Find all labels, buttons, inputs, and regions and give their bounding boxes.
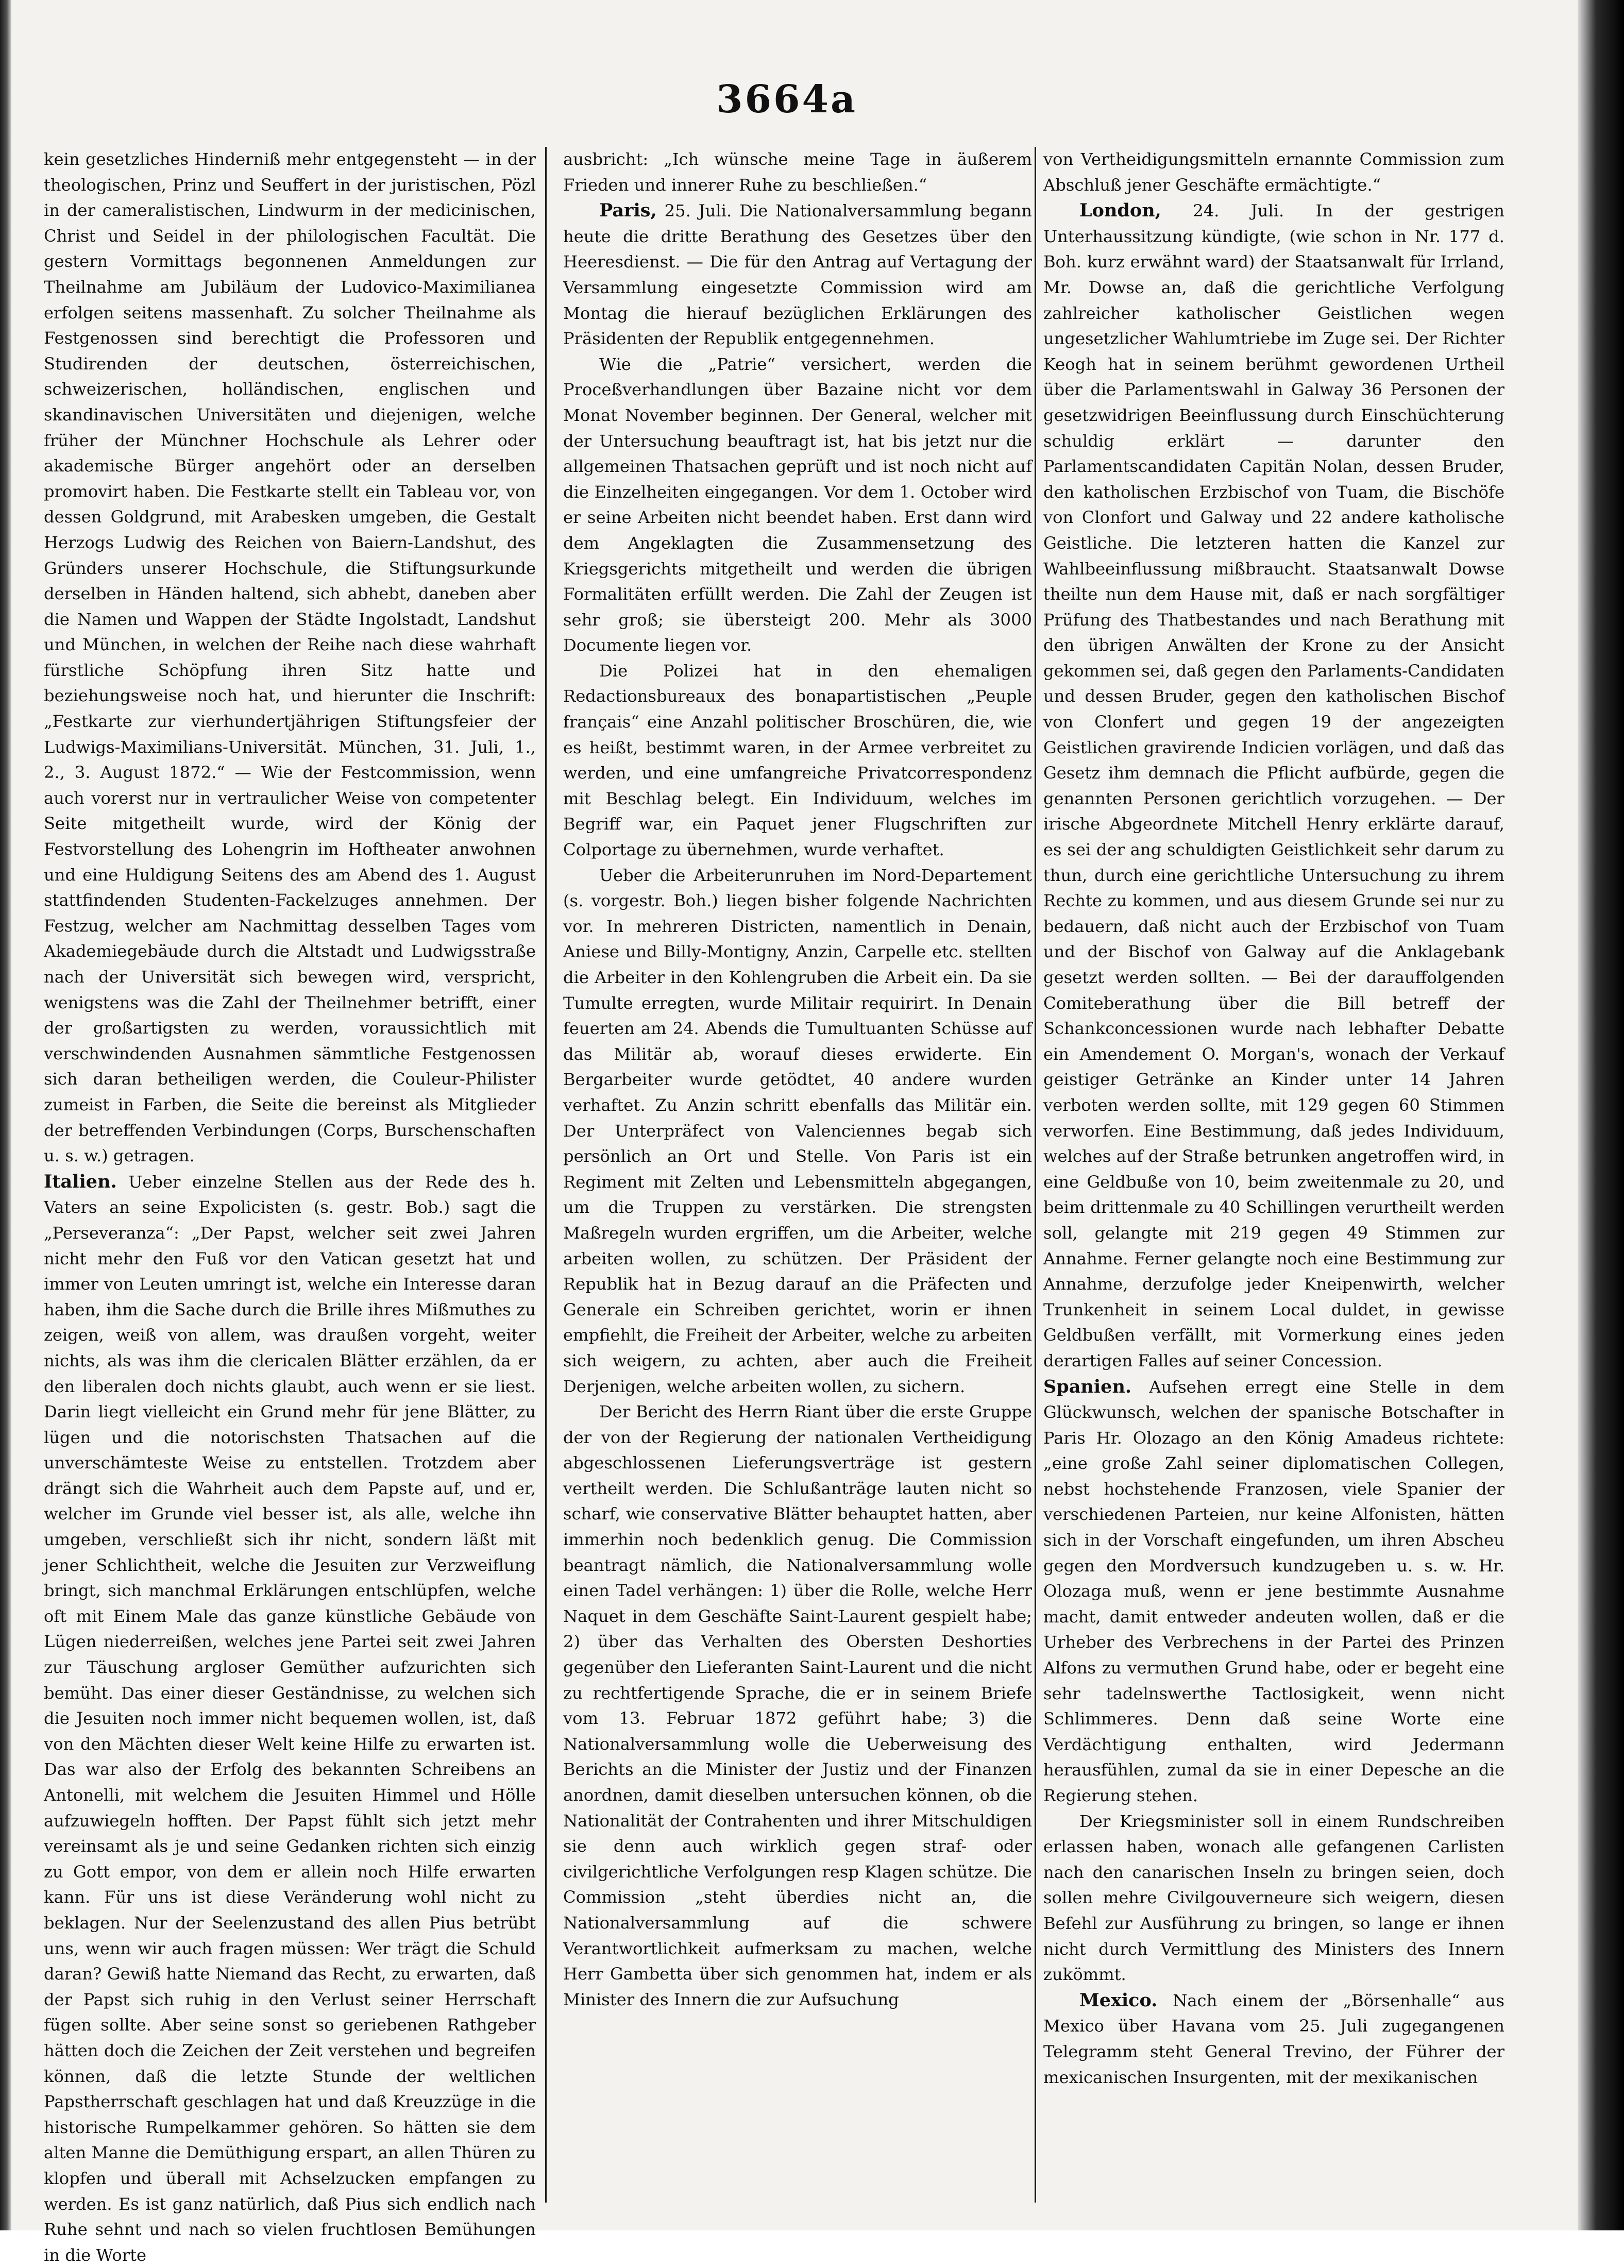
column-3 — [1043, 147, 1504, 2197]
paragraph-text: kein gesetzliches Hinderniß mehr entgegensteht — in der theologischen, Prinz und Seuffert in der juristischen, Pözl in der cameralistischen, Lindwurm in der medicinischen, Christ und Seidel in der philologischen Facultät. Die gestern Vormittags begonnenen Anmeldungen zur Theilnahme am Jubiläum der Ludovico-Maximilianea erfolgen seitens massenhaft. Zu solcher Theilnahme als Festgenossen sind berechtigt die Professoren und Studirenden der deutschen, österreichischen, schweizerischen, holländischen, englischen und skandinavischen Universitäten und diejenigen, welche früher der Münchner Hochschule als Lehrer oder akademische Bürger angehört oder an derselben promovirt haben. Die Festkarte stellt ein Tableau vor, von dessen Goldgrund, mit Arabesken umgeben, die Gestalt Herzogs Ludwig des Reichen von Baiern-Landshut, des Gründers unserer Hochschule, die Stiftungsurkunde derselben in Händen haltend, sich abhebt, daneben aber die Namen und Wappen der Städte Ingolstadt, Landshut und München, in welchen der Reihe nach diese wahrhaft fürstliche Schöpfung ihren Sitz hatte und beziehungsweise noch hat, und hierunter die Inschrift: „Festkarte zur vierhundertjährigen Stiftungsfeier der Ludwigs-Maximilians-Universität. München, 31. Juli, 1., 2., 3. August 1872.“ — Wie der Festcommission, wenn auch vorerst nur in vertraulicher Weise von competenter Seite mitgetheilt wurde, wird der König der Festvorstellung des Lohengrin im Hoftheater anwohnen und eine Huldigung Seitens des am Abend des 1. August stattfindenden Studenten-Fackelzuges annehmen. Der Festzug, welcher am Nachmittag desselben Tages vom Akademiegebäude durch die Altstadt und Ludwigsstraße nach der Universität sich bewegen wird, verspricht, wenigstens was die Zahl der Theilnehmer betrifft, einer der großartigsten zu werden, voraussichtlich mit verschwindenden Ausnahmen sämmtliche Festgenossen sich daran betheiligen werden, die Couleur-Philister zumeist in Farben, die Seite die bereinst als Mitglieder der betreffenden Verbindungen (Corps, Burschenschaften u. s. w.) getragen. — [44, 149, 536, 1166]
dateline: Spanien. — [1043, 1376, 1132, 1397]
paragraph-text: Die Polizei hat in den ehemaligen Redactionsbureaux des bonapartistischen „Peuple français“ eine Anzahl politischer Broschüren, die, wie es heißt, bestimmt waren, in der Armee verbreitet zu werden, und eine umfangreiche Privatcorrespondenz mit Beschlag belegt. Ein Individuum, welches im Begriff war, ein Paquet jener Flugschriften zur Colportage zu übernehmen, wurde verhaftet. — [563, 661, 1032, 860]
article-paragraph — [563, 147, 1032, 198]
article-paragraph — [1043, 1809, 1504, 1988]
paragraph-text: 24. Juli. In der gestrigen Unterhaussitzung kündigte, (wie schon in Nr. 177 d. Boh. kurz erwähnt ward) der Staatsanwalt für Irrland, Mr. Dowse an, daß die gerichtliche Verfolgung zahlreicher katholischer Geistlichen wegen ungesetzlicher Wahlumtriebe im Zuge sei. Der Richter Keogh hat in seinem berühmt gewordenen Urtheil über die Parlamentswahl in Galway 36 Personen der gesetzwidrigen Beeinflussung durch Einschüchterung schuldig erklärt — darunter den Parlamentscandidaten Capitän Nolan, dessen Bruder, den katholischen Erzbischof von Tuam, die Bischöfe von Clonfort und Galway und 22 andere katholische Geistliche. Die letzteren hatten die Kanzel zur Wahlbeeinflussung mißbraucht. Staatsanwalt Dowse theilte nun dem Hause mit, daß er nach sorgfältiger Prüfung des Thatbestandes und nach Berathung mit den übrigen Anwälten der Krone zu der Ansicht gekommen sei, daß gegen den Parlaments-Candidaten und dessen Bruder, gegen den katholischen Bischof von Clonfert und gegen 19 der angezeigten Geistlichen gravirende Indicien vorlägen, und daß das Gesetz ihm demnach die Pflicht aufbürde, gegen die genannten Personen gerichtlich vorzugehen. — Der irische Abgeordnete Mitchell Henry erklärte darauf, es sei der ang schuldigten Geistlichkeit sehr darum zu thun, durch eine gerichtliche Untersuchung zu ihrem Rechte zu kommen, und aus diesem Grunde sei nur zu bedauern, daß nicht auch der Erzbischof von Tuam und der Bischof von Galway auf die Anklagebank gesetzt werden sollten. — Bei der darauffolgenden Comiteberathung über die Bill betreff der Schankconcessionen wurde nach lebhafter Debatte ein Amendement O. Morgan's, wonach der Verkauf geistiger Getränke an Kinder unter 14 Jahren verboten werden sollte, mit 129 gegen 60 Stimmen verworfen. Eine Bestimmung, daß jedes Individuum, welches auf der Straße betrunken angetroffen wird, in eine Geldbuße von 10, beim zweitenmale zu 20, und beim drittenmale zu 40 Schillingen verurtheilt werden soll, gelangte mit 219 gegen 49 Stimmen zur Annahme. Ferner gelangte noch eine Bestimmung zur Annahme, derzufolge jeder Kneipenwirth, welcher Trunkenheit in seinem Local duldet, in gewisse Geldbußen verfällt, mit Vormerkung eines jeden derartigen Falles auf seiner Concession. — [1043, 201, 1504, 1370]
column-2 — [563, 147, 1032, 2197]
article-paragraph — [563, 863, 1032, 1399]
paragraph-text: von Vertheidigungsmitteln ernannte Commission zum Abschluß jener Geschäfte ermächtigte.“ — [1043, 149, 1504, 195]
scan-edge-right — [1578, 0, 1624, 2230]
paragraph-text: Der Kriegsminister soll in einem Rundschreiben erlassen haben, wonach alle gefangenen Carlisten nach den canarischen Inseln zu bringen seien, doch sollen mehre Civilgouverneure sich weigern, diesen Befehl zur Ausführung zu bringen, so lange er ihnen nicht durch Vermittlung des Ministers des Innern zukömmt. — [1043, 1811, 1504, 1985]
paragraph-text: Nach einem der „Börsenhalle“ aus Mexico über Havana vom 25. Juli zugegangenen Telegramm steht General Trevino, der Führer der mexicanischen Insurgenten, mit der mexikanischen — [1043, 1990, 1504, 2087]
paragraph-text: 25. Juli. Die Nationalversammlung begann heute die dritte Berathung des Gesetzes über den Heeresdienst. — Die für den Antrag auf Vertagung der Versammlung eingesetzte Commission wird am Montag die hierauf bezüglichen Erklärungen des Präsidenten der Republik entgegennehmen. — [563, 201, 1032, 349]
column-divider — [545, 147, 547, 2203]
article-paragraph — [563, 198, 1032, 352]
page-number: 3664a — [716, 77, 857, 122]
dateline: Mexico. — [1079, 1989, 1158, 2011]
article-paragraph — [1043, 1374, 1504, 1809]
paragraph-text: Aufsehen erregt eine Stelle in dem Glückwunsch, welchen der spanische Botschafter in Paris Hr. Olozago an den König Amadeus richtete: „eine große Zahl seiner diplomatischen Collegen, nebst hochstehende Franzosen, viele Spanier der verschiedenen Parteien, nur keine Alfonisten, hätten sich in der Vorschaft eingefunden, um ihren Abscheu gegen den Mordversuch kundzugeben u. s. w. Hr. Olozaga muß, wenn er jene bestimmte Ausnahme macht, damit entweder andeuten wollen, daß er die Urheber des Verbrechens in der Partei des Prinzen Alfons zu vermuthen Grund habe, oder er begeht eine sehr tadelnswerthe Tactlosigkeit, wenn nicht Schlimmeres. Denn daß seine Worte eine Verdächtigung enthalten, wird Jedermann herausfühlen, zumal da sie in einer Depesche an die Regierung stehen. — [1043, 1377, 1504, 1805]
paragraph-text: Ueber die Arbeiterunruhen im Nord-Departement (s. vorgestr. Boh.) liegen bisher folgende Nachrichten vor. In mehreren Districten, namentlich in Denain, Aniese und Billy-Montigny, Anzin, Carpelle etc. stellten die Arbeiter in den Kohlengruben die Arbeit ein. Da sie Tumulte erregten, wurde Militair requirirt. In Denain feuerten am 24. Abends die Tumultuanten Schüsse auf das Militär ab, worauf dieses erwiderte. Ein Bergarbeiter wurde getödtet, 40 andere wurden verhaftet. Zu Anzin schritt ebenfalls das Militär ein. Der Unterpräfect von Valenciennes begab sich persönlich an Ort und Stelle. Von Paris ist ein Regiment mit Zelten und Lebensmitteln abgegangen, um die Truppen zu verstärken. Die strengsten Maßregeln wurden ergriffen, um die Arbeiter, welche arbeiten wollen, zu schützen. Der Präsident der Republik hat in Bezug darauf an die Präfecten und Generale ein Schreiben gerichtet, worin er ihnen empfiehlt, die Freiheit der Arbeiter, welche zu arbeiten sich weigern, zu achten, aber auch die Freiheit Derjenigen, welche arbeiten wollen, zu sichern. — [563, 865, 1032, 1396]
article-paragraph — [44, 1169, 536, 2268]
dateline: Italien. — [44, 1171, 117, 1192]
article-paragraph — [563, 352, 1032, 658]
article-paragraph — [1043, 1988, 1504, 2090]
paragraph-text: ausbricht: „Ich wünsche meine Tage in äußerem Frieden und innerer Ruhe zu beschließen.“ — [563, 149, 1032, 195]
scan-edge-left — [0, 0, 11, 2230]
paragraph-text: Ueber einzelne Stellen aus der Rede des h. Vaters an seine Expolicisten (s. gestr. Bob.) sagt die „Perseveranza“: „Der Papst, welcher seit zwei Jahren nicht mehr den Fuß vor den Vatican gesetzt hat und immer von Leuten umringt ist, welche ein Interesse daran haben, ihm die Sache durch die Brille ihres Mißmuthes zu zeigen, weiß von allem, was draußen vorgeht, weiter nichts, als was ihm die clericalen Blätter erzählen, da er den liberalen doch nichts glaubt, auch wenn er sie liest. Darin liegt vielleicht ein Grund mehr für jene Blätter, zu lügen und die notorischsten Thatsachen auf die unverschämteste Weise zu entstellen. Trotzdem aber drängt sich die Wahrheit auch dem Papste auf, und er, welcher im Grunde viel besser ist, als alle, welche ihn umgeben, verschließt sich ihr nicht, sondern läßt mit jener Schlichtheit, welche die Jesuiten zur Verzweiflung bringt, sich manchmal Erklärungen entschlüpfen, welche oft mit Einem Male das ganze künstliche Gebäude von Lügen niederreißen, welches jene Partei seit zwei Jahren zur Täuschung argloser Gemüther aufzurichten sich bemüht. Das einer dieser Geständnisse, zu welchen sich die Jesuiten noch immer nicht bequemen wollen, ist, daß von den Mächten dieser Welt keine Hilfe zu erwarten ist. Das war also der Erfolg des bekannten Schreibens an Antonelli, mit welchem die Jesuiten Himmel und Hölle aufzuwiegeln hofften. Der Papst fühlt sich jetzt mehr vereinsamt als je und seine Gedanken richten sich einzig zu Gott empor, von dem er allein noch Hilfe erwarten kann. Für uns ist diese Veränderung wohl nicht zu beklagen. Nur der Seelenzustand des allen Pius betrübt uns, wenn wir auch fragen müssen: Wer trägt die Schuld daran? Gewiß hatte Niemand das Recht, zu erwarten, daß der Papst sich ruhig in den Verlust seiner Herrschaft fügen sollte. Aber seine sonst so geriebenen Rathgeber hätten doch die Zeichen der Zeit verstehen und begreifen können, daß die letzte Stunde der weltlichen Papstherrschaft geschlagen hat und daß Kreuzzüge in die historische Rumpelkammer gehören. So hätten sie dem alten Manne die Demüthigung erspart, an allen Thüren zu klopfen und überall mit Achselzucken empfangen zu werden. Es ist ganz natürlich, daß Pius sich endlich nach Ruhe sehnt und nach so vielen fruchtlosen Bemühungen in die Worte — [44, 1172, 536, 2265]
dateline: London, — [1079, 200, 1161, 222]
column-divider — [1035, 147, 1036, 2203]
article-paragraph — [563, 1399, 1032, 2012]
article-paragraph — [1043, 147, 1504, 198]
column-1 — [44, 147, 536, 2265]
paragraph-text: Wie die „Patrie“ versichert, werden die Proceßverhandlungen über Bazaine nicht vor dem Monat November beginnen. Der General, welcher mit der Untersuchung beauftragt ist, hat bis jetzt nur die allgemeinen Thatsachen geprüft und ist noch nicht auf die Einzelheiten eingegangen. Vor dem 1. October wird er seine Arbeiten nicht beendet haben. Erst dann wird dem Angeklagten die Zusammensetzung des Kriegsgerichts mitgetheilt und werden die übrigen Formalitäten erfüllt werden. Die Zahl der Zeugen ist sehr groß; sie übersteigt 200. Mehr als 3000 Documente liegen vor. — [563, 354, 1032, 655]
article-paragraph — [563, 658, 1032, 863]
dateline: Paris, — [599, 200, 657, 222]
article-paragraph — [1043, 198, 1504, 1374]
paragraph-text: Der Bericht des Herrn Riant über die erste Gruppe der von der Regierung der nationalen Vertheidigung abgeschlossenen Lieferungsverträge ist gestern vertheilt werden. Die Schlußanträge lauten nicht so scharf, wie conservative Blätter behauptet hatten, aber immerhin noch bedenklich genug. Die Commission beantragt nämlich, die Nationalversammlung wolle einen Tadel verhängen: 1) über die Rolle, welche Herr Naquet in dem Geschäfte Saint-Laurent gespielt habe; 2) über das Verhalten des Obersten Deshorties gegenüber den Lieferanten Saint-Laurent und die nicht zu rechtfertigende Sprache, die er in seinem Briefe vom 13. Februar 1872 geführt habe; 3) die Nationalversammlung wolle die Ueberweisung des Berichts an die Minister der Justiz und der Finanzen anordnen, damit dieselben untersuchen können, ob die Nationalität der Contrahenten und ihrer Mitschuldigen sie denn auch wirklich gegen straf- oder civilgerichtliche Verfolgungen resp Klagen schütze. Die Commission „steht überdies nicht an, die Nationalversammlung auf die schwere Verantwortlichkeit aufmerksam zu machen, welche Herr Gambetta über sich genommen hat, indem er als Minister des Innern die zur Aufsuchung — [563, 1402, 1032, 2009]
article-paragraph — [44, 147, 536, 1169]
